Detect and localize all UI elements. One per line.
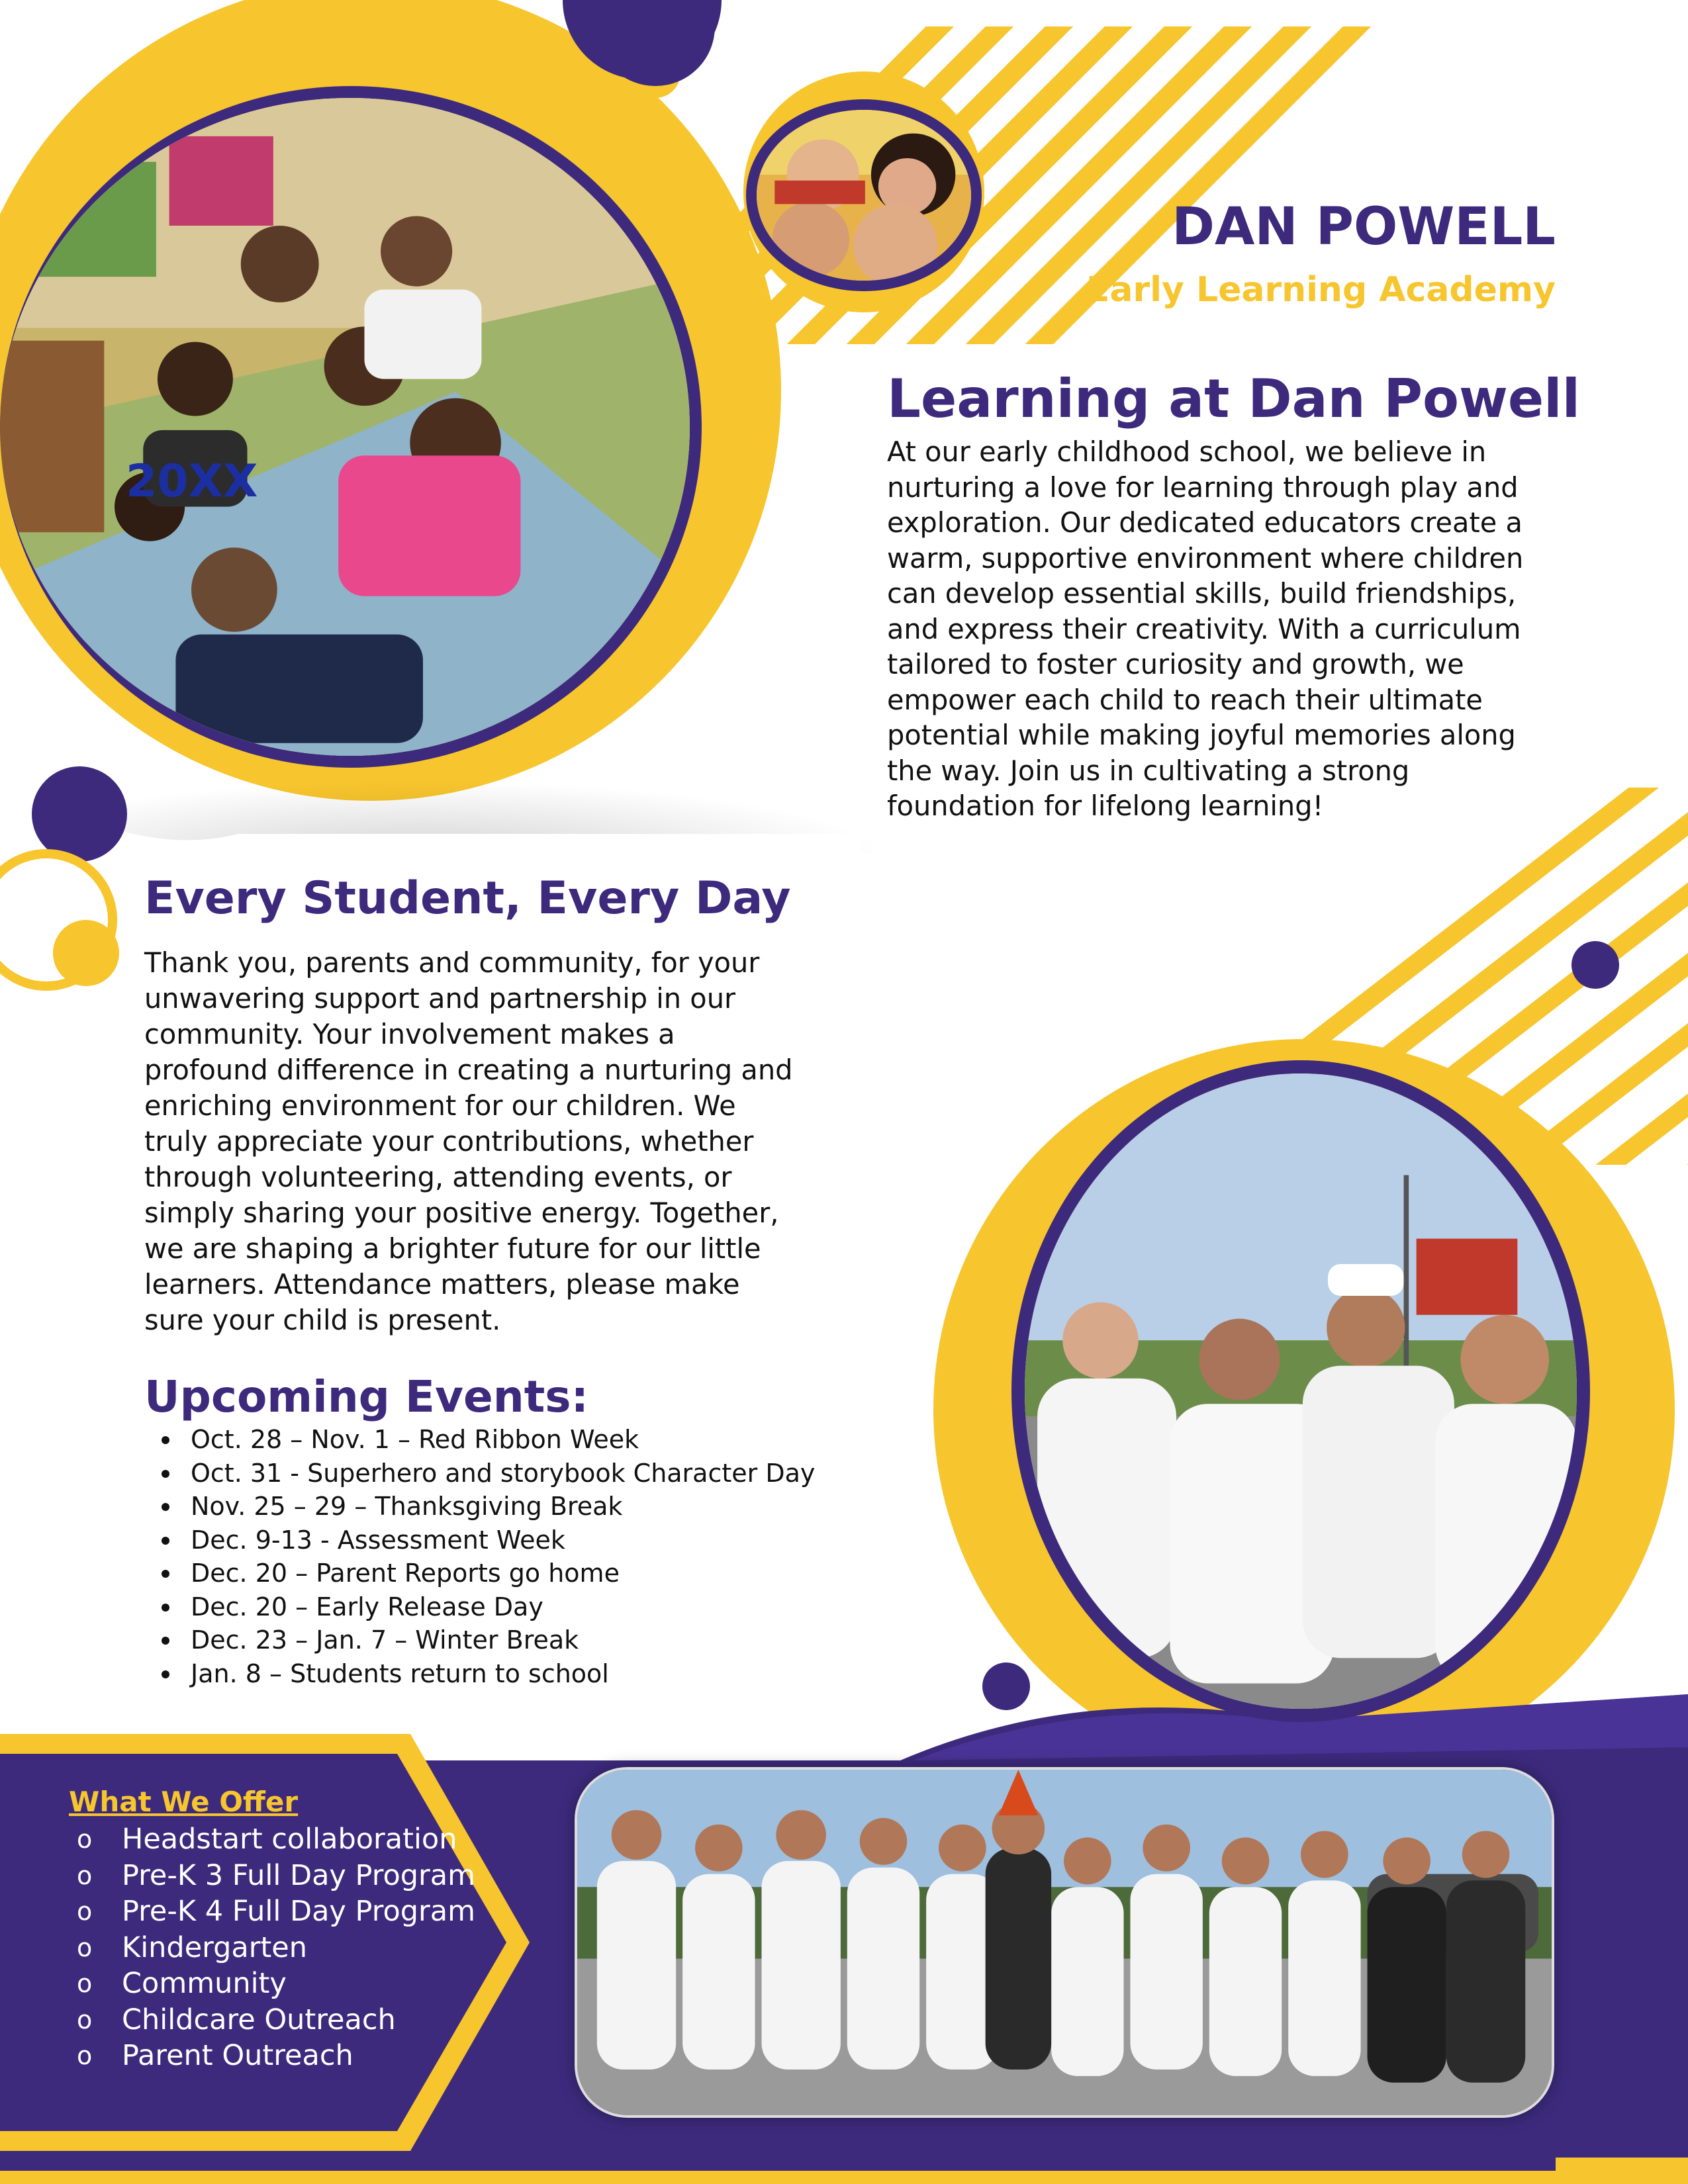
event-text: Jan. 8 – Students return to school	[191, 1659, 609, 1688]
offer-item	[71, 1966, 522, 2002]
offer-item	[71, 2002, 522, 2038]
bullet-icon	[162, 1537, 169, 1545]
staff-photo-image	[1025, 1073, 1577, 1709]
events-list	[158, 1423, 886, 1690]
bullet-icon	[162, 1637, 169, 1645]
what-we-offer-heading: What We Offer	[69, 1786, 299, 1818]
event-item	[158, 1423, 886, 1457]
offer-list	[71, 1821, 522, 2074]
every-student-body: Thank you, parents and community, for your unwavering support and partnership in our community. Your involvement makes a profound difference in creating a nurturing and enriching environment for our children. We truly appreciate your contributions, whether through volunteering, attending events, or simply sharing your positive energy. Together, we are shaping a brighter future for our little learners. Attendance matters, please make sure your child is present.	[144, 946, 793, 1336]
offer-item	[71, 1821, 522, 1858]
bullet-icon	[162, 1503, 169, 1511]
offer-item	[71, 2038, 522, 2074]
staff-group-photo	[1011, 1060, 1590, 1722]
event-text: Dec. 20 – Parent Reports go home	[191, 1559, 620, 1588]
offer-text: Community	[122, 1967, 287, 2000]
event-item	[158, 1590, 886, 1624]
classroom-children-photo	[0, 86, 702, 768]
circle-bullet-icon: o	[77, 1860, 93, 1890]
kids-and-teacher-photo	[746, 99, 982, 291]
circle-bullet-icon: o	[77, 2005, 93, 2034]
kids-photo-image	[757, 110, 971, 281]
school-name: DAN POWELL	[1172, 197, 1556, 257]
offer-text: Pre-K 4 Full Day Program	[122, 1895, 475, 1928]
bullet-icon	[162, 1604, 169, 1612]
classroom-photo-image	[0, 98, 690, 756]
event-item	[158, 1524, 886, 1557]
event-item	[158, 1623, 886, 1657]
team-photo-image	[577, 1770, 1552, 2115]
event-item	[158, 1657, 886, 1691]
every-student-heading: Every Student, Every Day	[144, 872, 791, 925]
event-item	[158, 1457, 886, 1490]
event-text: Oct. 31 - Superhero and storybook Character Day	[191, 1458, 816, 1488]
event-text: Dec. 20 – Early Release Day	[191, 1592, 543, 1621]
circle-bullet-icon: o	[77, 1969, 93, 1998]
bullet-icon	[162, 1436, 169, 1444]
circle-bullet-icon: o	[77, 1897, 93, 1926]
event-text: Nov. 25 – 29 – Thanksgiving Break	[191, 1492, 623, 1521]
event-text: Oct. 28 – Nov. 1 – Red Ribbon Week	[191, 1425, 639, 1454]
school-subtitle: Early Learning Academy	[1086, 270, 1556, 310]
offer-item	[71, 1858, 522, 1894]
learning-body: At our early childhood school, we believe in nurturing a love for learning through play and exploration. Our dedicated educators create a warm, supportive environment where children can develop essential skills, build friendships, and express their creativity. With a curriculum tailored to foster curiosity and growth, we empower each child to reach their ultimate potential while making joyful memories along the way. Join us in cultivating a strong foundation for lifelong learning!	[887, 435, 1524, 822]
event-text: Dec. 9-13 - Assessment Week	[191, 1525, 565, 1555]
circle-bullet-icon: o	[77, 1825, 93, 1854]
event-text: Dec. 23 – Jan. 7 – Winter Break	[191, 1625, 579, 1655]
offer-text: Childcare Outreach	[122, 2003, 396, 2036]
bullet-icon	[162, 1670, 169, 1678]
offer-text: Headstart collaboration	[122, 1823, 457, 1856]
circle-bullet-icon: o	[77, 1933, 93, 1962]
event-item	[158, 1490, 886, 1524]
event-item	[158, 1557, 886, 1590]
circle-bullet-icon: o	[77, 2041, 93, 2070]
offer-text: Pre-K 3 Full Day Program	[122, 1858, 475, 1892]
offer-item	[71, 1893, 522, 1930]
offer-item	[71, 1930, 522, 1966]
offer-text: Kindergarten	[122, 1931, 307, 1964]
offer-text: Parent Outreach	[122, 2039, 353, 2072]
learning-heading: Learning at Dan Powell	[887, 368, 1580, 430]
bullet-icon	[162, 1470, 169, 1478]
bullet-icon	[162, 1570, 169, 1578]
year-overlay: 20XX	[126, 455, 258, 508]
team-group-photo	[575, 1767, 1554, 2118]
upcoming-events-heading: Upcoming Events:	[144, 1371, 588, 1422]
